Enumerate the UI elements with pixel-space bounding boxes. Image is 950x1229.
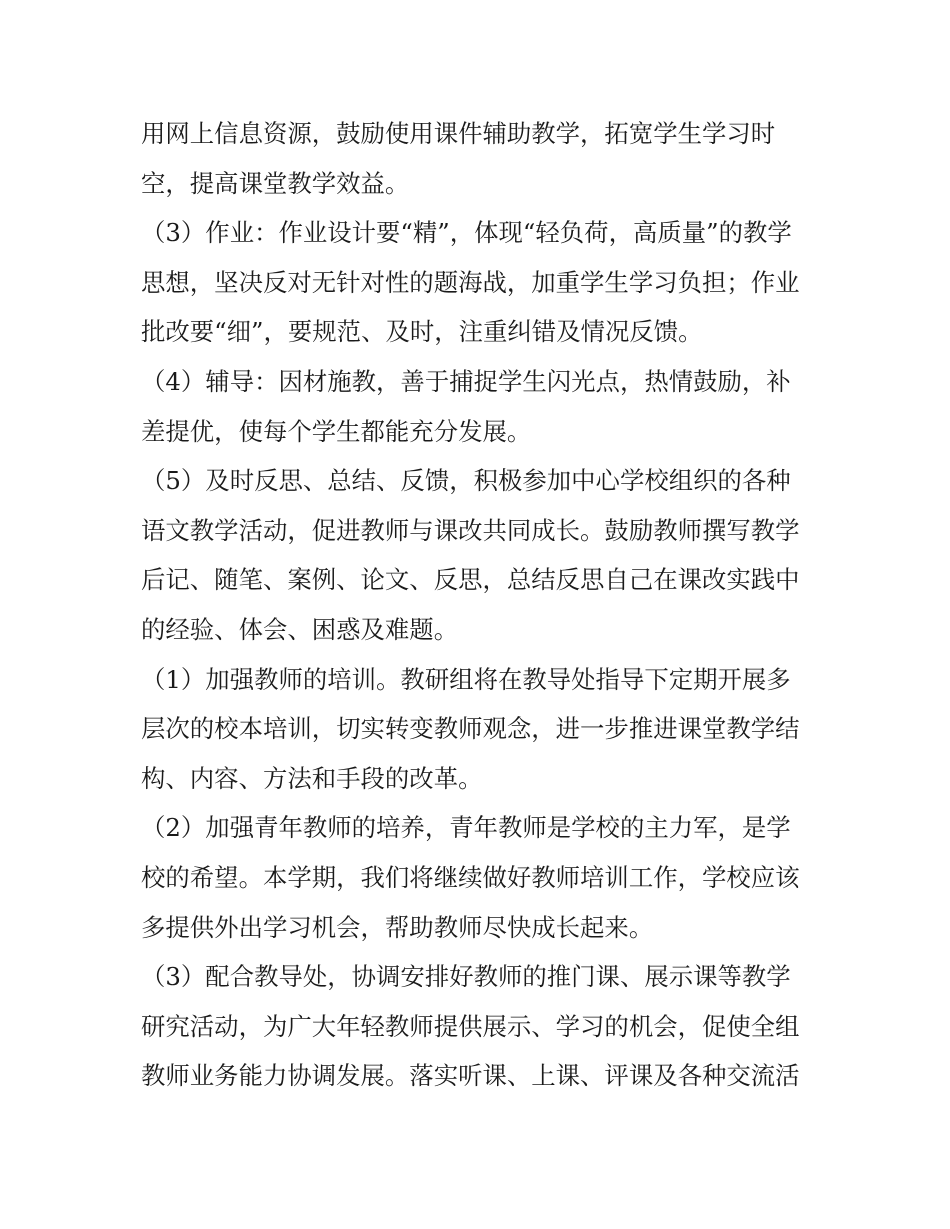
text-line: 多提供外出学习机会，帮助教师尽快成长起来。 xyxy=(141,912,654,942)
text-line: 空，提高课堂教学效益。 xyxy=(141,168,410,198)
text-line: （3）作业：作业设计要“精”，体现“轻负荷，高质量”的教学 xyxy=(141,218,792,248)
text-line: 校的希望。本学期，我们将继续做好教师培训工作，学校应该 xyxy=(141,862,800,892)
text-line: 研究活动，为广大年轻教师提供展示、学习的机会，促使全组 xyxy=(141,1011,800,1041)
text-line: （1）加强教师的培训。教研组将在教导处指导下定期开展多 xyxy=(141,664,791,694)
text-line: （2）加强青年教师的培养，青年教师是学校的主力军，是学 xyxy=(141,813,791,843)
text-line: 用网上信息资源，鼓励使用课件辅助教学，拓宽学生学习时 xyxy=(141,119,776,148)
text-line: 的经验、体会、困惑及难题。 xyxy=(141,614,459,644)
text-line: 批改要“细”，要规范、及时，注重纠错及情况反馈。 xyxy=(141,317,703,347)
text-line: （4）辅导：因材施教，善于捕捉学生闪光点，热情鼓励，补 xyxy=(141,366,791,396)
text-line: 后记、随笔、案例、论文、反思，总结反思自己在课改实践中 xyxy=(141,565,800,595)
text-line: （3）配合教导处，协调安排好教师的推门课、展示课等教学 xyxy=(141,962,791,992)
text-line: （5）及时反思、总结、反馈，积极参加中心学校组织的各种 xyxy=(141,466,791,496)
text-line: 语文教学活动，促进教师与课改共同成长。鼓励教师撰写教学 xyxy=(141,515,800,545)
text-line: 教师业务能力协调发展。落实听课、上课、评课及各种交流活 xyxy=(141,1061,800,1091)
text-line: 思想，坚决反对无针对性的题海战，加重学生学习负担；作业 xyxy=(141,267,800,297)
document-body xyxy=(141,109,816,1101)
text-line: 层次的校本培训，切实转变教师观念，进一步推进课堂教学结 xyxy=(141,714,800,744)
text-line: 构、内容、方法和手段的改革。 xyxy=(141,763,483,793)
text-line: 差提优，使每个学生都能充分发展。 xyxy=(141,416,532,446)
